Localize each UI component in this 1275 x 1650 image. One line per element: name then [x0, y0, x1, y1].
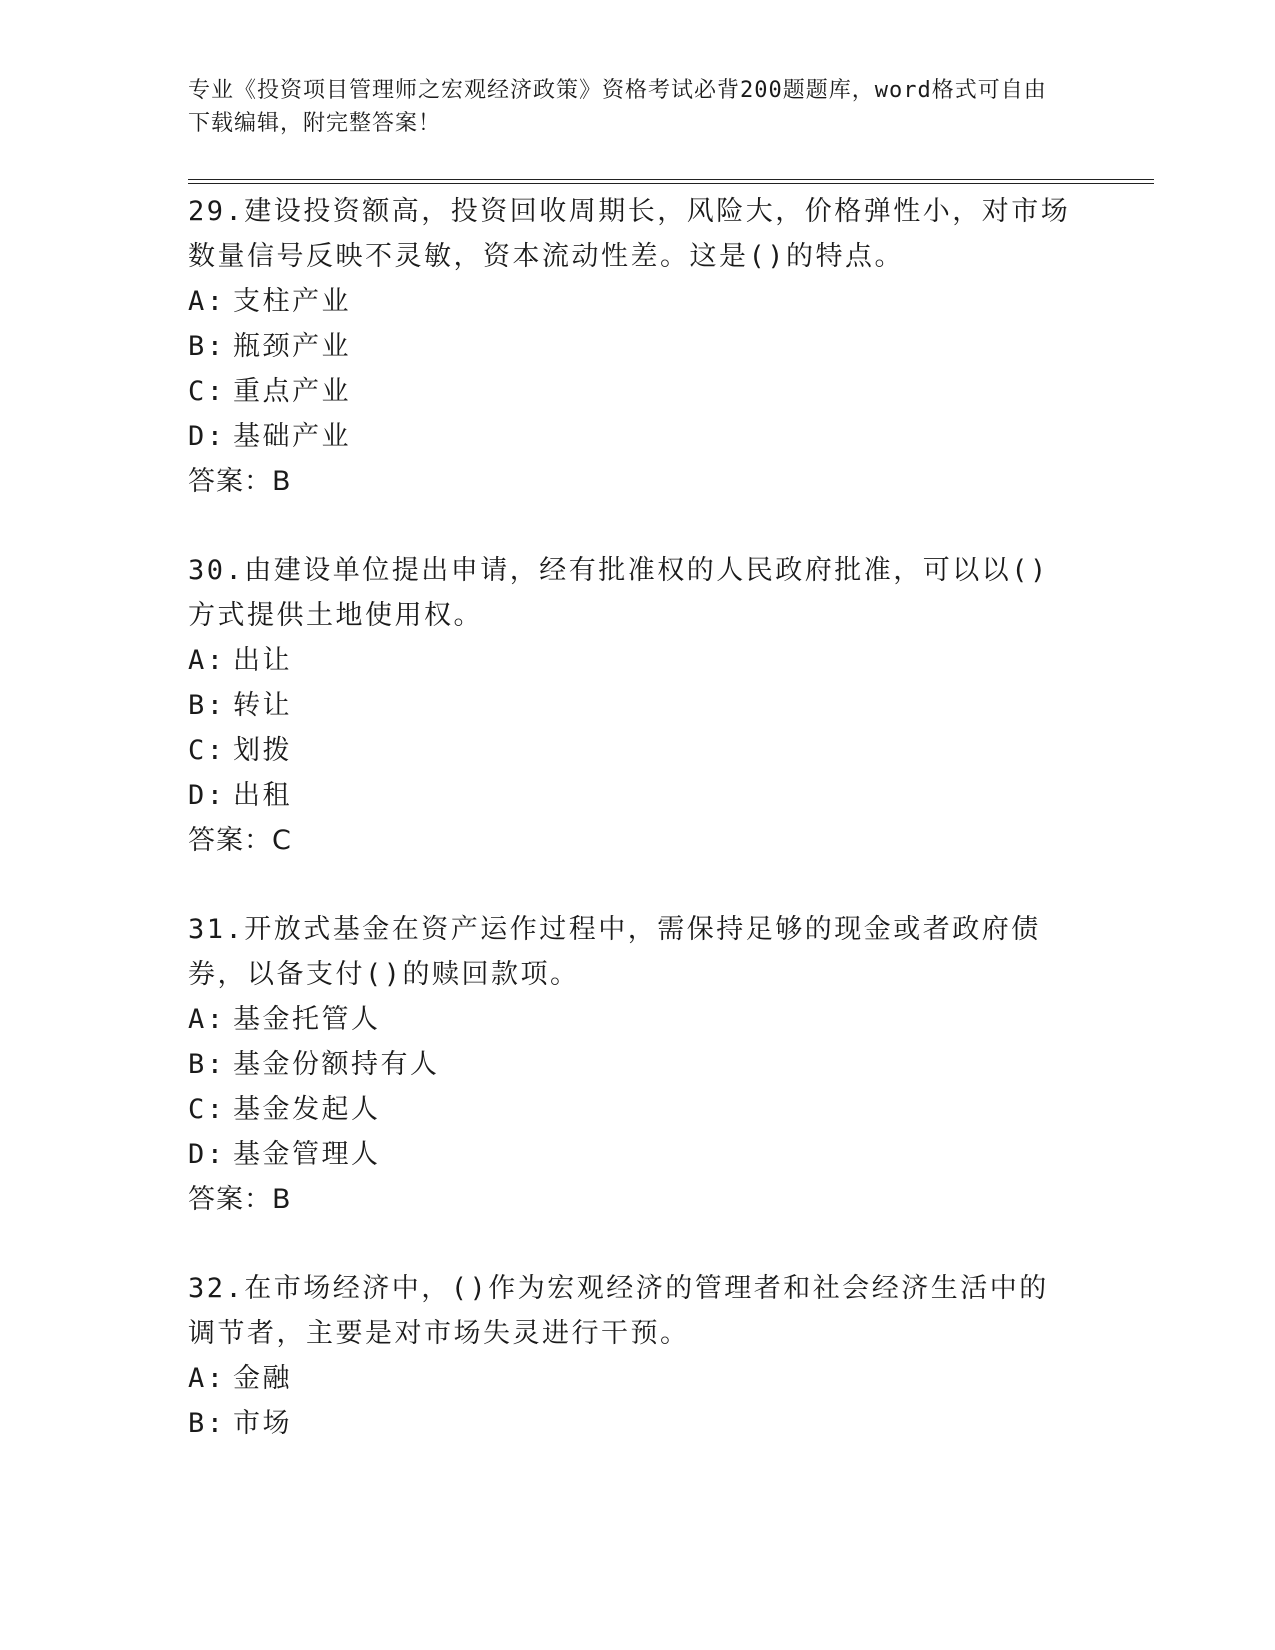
option-letter: A: — [188, 286, 226, 317]
option-c — [188, 728, 1078, 773]
option-letter: D: — [188, 1139, 226, 1170]
option-letter: A: — [188, 1363, 226, 1394]
option-d — [188, 414, 1078, 459]
answer-line: 答案：B — [188, 1184, 292, 1215]
option-d — [188, 1132, 1078, 1177]
question-stem: 30.由建设单位提出申请，经有批准权的人民政府批准，可以以()方式提供土地使用权。 — [188, 555, 1049, 631]
option-b — [188, 324, 1078, 369]
option-text: 基础产业 — [233, 421, 351, 452]
option-b — [188, 1401, 1078, 1446]
option-text: 转让 — [233, 690, 292, 721]
option-a — [188, 279, 1078, 324]
option-text: 基金份额持有人 — [233, 1049, 440, 1080]
option-letter: B: — [188, 690, 226, 721]
option-text: 划拨 — [233, 735, 292, 766]
header-divider — [188, 179, 1154, 184]
answer-line: 答案：C — [188, 825, 292, 856]
option-letter: C: — [188, 735, 226, 766]
option-letter: C: — [188, 376, 226, 407]
question-30 — [188, 548, 1078, 863]
question-29 — [188, 189, 1078, 504]
option-letter: B: — [188, 1408, 226, 1439]
option-text: 市场 — [233, 1408, 292, 1439]
option-b — [188, 1042, 1078, 1087]
option-letter: A: — [188, 645, 226, 676]
option-c — [188, 369, 1078, 414]
option-a — [188, 1356, 1078, 1401]
option-b — [188, 683, 1078, 728]
option-letter: B: — [188, 1049, 226, 1080]
option-a — [188, 997, 1078, 1042]
question-list — [188, 189, 1078, 1490]
option-c — [188, 1087, 1078, 1132]
option-text: 基金托管人 — [233, 1004, 381, 1035]
question-stem: 29.建设投资额高，投资回收周期长，风险大，价格弹性小，对市场数量信号反映不灵敏，资本流动性差。这是()的特点。 — [188, 196, 1071, 272]
option-text: 重点产业 — [233, 376, 351, 407]
option-text: 出让 — [233, 645, 292, 676]
option-text: 基金管理人 — [233, 1139, 381, 1170]
option-letter: D: — [188, 780, 226, 811]
option-d — [188, 773, 1078, 818]
question-32 — [188, 1266, 1078, 1446]
option-a — [188, 638, 1078, 683]
option-letter: A: — [188, 1004, 226, 1035]
option-text: 支柱产业 — [233, 286, 351, 317]
option-letter: D: — [188, 421, 226, 452]
question-stem: 31.开放式基金在资产运作过程中，需保持足够的现金或者政府债券，以备支付()的赎回款项。 — [188, 914, 1041, 990]
option-letter: C: — [188, 1094, 226, 1125]
option-letter: B: — [188, 331, 226, 362]
document-header: 专业《投资项目管理师之宏观经济政策》资格考试必背200题题库，word格式可自由下载编辑，附完整答案！ — [188, 78, 1047, 136]
option-text: 出租 — [233, 780, 292, 811]
answer-line: 答案：B — [188, 466, 292, 497]
option-text: 金融 — [233, 1363, 292, 1394]
question-stem: 32.在市场经济中，()作为宏观经济的管理者和社会经济生活中的调节者，主要是对市场失灵进行干预。 — [188, 1273, 1049, 1349]
question-31 — [188, 907, 1078, 1222]
option-text: 瓶颈产业 — [233, 331, 351, 362]
option-text: 基金发起人 — [233, 1094, 381, 1125]
